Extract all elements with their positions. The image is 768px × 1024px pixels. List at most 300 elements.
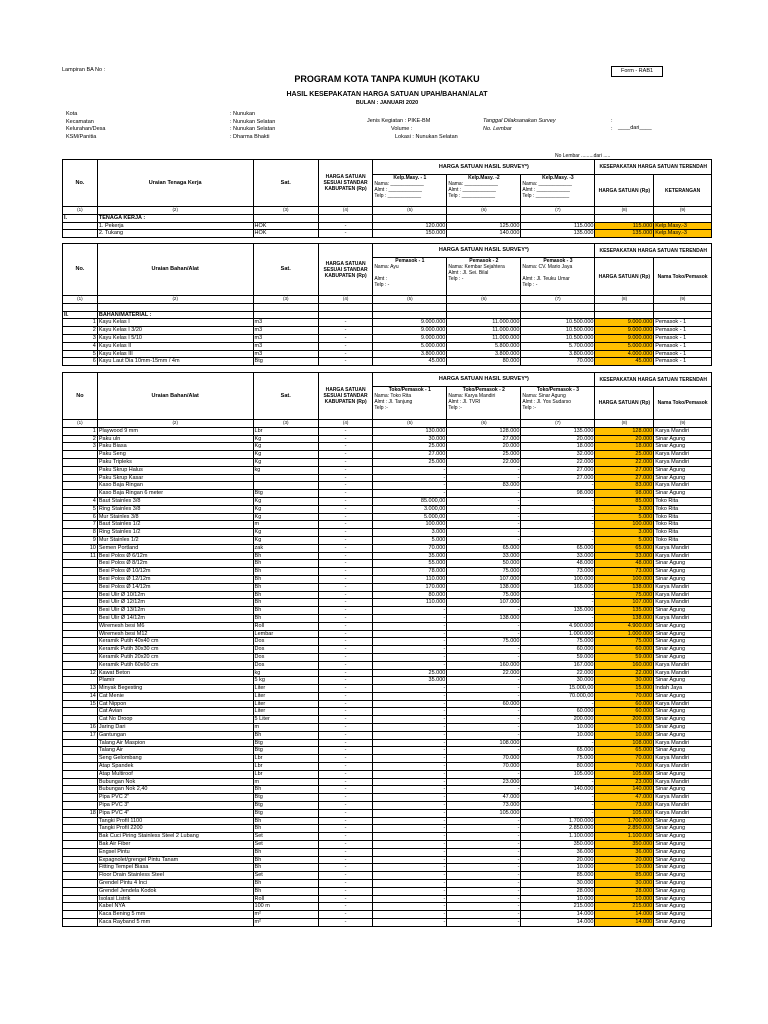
table-row xyxy=(63,327,712,335)
row-p2: 11.000.000 xyxy=(447,327,521,335)
row-keterangan: Pemasok - 1 xyxy=(654,358,712,366)
row-keterangan: Sinar Agung xyxy=(654,708,712,716)
row-p1: - xyxy=(373,474,447,482)
row-p3: 75.000 xyxy=(521,755,595,763)
row-sat: 5 kg xyxy=(253,677,318,685)
table-row xyxy=(63,622,712,630)
row-std: - xyxy=(318,513,372,521)
row-std: - xyxy=(318,536,372,544)
bulan-label: BULAN : JANUARI 2020 xyxy=(355,100,419,106)
row-p1: - xyxy=(373,755,447,763)
row-keterangan: Sinar Agung xyxy=(654,872,712,880)
row-no xyxy=(63,708,98,716)
row-p3: 1.700.000 xyxy=(521,817,595,825)
row-p2: 47.000 xyxy=(447,794,521,802)
row-std: - xyxy=(318,903,372,911)
row-std: - xyxy=(318,466,372,474)
row-harga: 98.000 xyxy=(595,490,654,498)
row-harga: 4.900.000 xyxy=(595,622,654,630)
row-p3: - xyxy=(521,599,595,607)
row-p2: 20.000 xyxy=(447,443,521,451)
row-harga: 45.000 xyxy=(595,358,654,366)
row-p3: 2.850.000 xyxy=(521,825,595,833)
table-row xyxy=(63,887,712,895)
row-keterangan: Sinar Agung xyxy=(654,490,712,498)
col-survey: HARGA SATUAN HASIL SURVEY*) xyxy=(373,244,595,258)
row-std: - xyxy=(318,786,372,794)
row-harga: 27.000 xyxy=(595,466,654,474)
row-keterangan: Sinar Agung xyxy=(654,443,712,451)
row-sat: kg xyxy=(253,466,318,474)
row-p3: - xyxy=(521,802,595,810)
row-no xyxy=(63,653,98,661)
row-p3: 98.000 xyxy=(521,490,595,498)
row-sat: 5 Liter xyxy=(253,716,318,724)
row-p1: - xyxy=(373,482,447,490)
row-keterangan: Karya Mandiri xyxy=(654,802,712,810)
row-harga: 36.000 xyxy=(595,848,654,856)
row-keterangan: Toko Rita xyxy=(654,536,712,544)
row-sat: HOK xyxy=(253,222,318,230)
row-p2: 75.000 xyxy=(447,568,521,576)
table-row xyxy=(63,614,712,622)
row-uraian: Minyak Begesting xyxy=(97,685,253,693)
row-keterangan: Sinar Agung xyxy=(654,560,712,568)
row-keterangan: Karya Mandiri xyxy=(654,739,712,747)
row-sat: m xyxy=(253,521,318,529)
row-keterangan: Sinar Agung xyxy=(654,692,712,700)
row-p3: 14.000 xyxy=(521,911,595,919)
row-no xyxy=(63,638,98,646)
row-harga: 85.000 xyxy=(595,497,654,505)
row-uraian: Paku Seng xyxy=(97,451,253,459)
row-std: - xyxy=(318,809,372,817)
col-keterangan: KETERANGAN xyxy=(654,175,712,207)
row-p1: - xyxy=(373,747,447,755)
row-std: - xyxy=(318,358,372,366)
row-keterangan: Sinar Agung xyxy=(654,653,712,661)
row-p3: - xyxy=(521,482,595,490)
row-p1: 45.000 xyxy=(373,358,447,366)
col-std: HARGA SATUAN SESUAI STANDAR KABUPATEN (Rp) xyxy=(318,373,372,420)
row-p2: - xyxy=(447,747,521,755)
col-sat: Sat. xyxy=(253,373,318,420)
row-p1: - xyxy=(373,692,447,700)
row-p3: - xyxy=(521,614,595,622)
table-row xyxy=(63,700,712,708)
row-keterangan: Sinar Agung xyxy=(654,677,712,685)
row-harga: 30.000 xyxy=(595,677,654,685)
row-sat: Kg xyxy=(253,451,318,459)
row-p1: - xyxy=(373,653,447,661)
row-uraian: Besi Ulir Ø 12/12m xyxy=(97,599,253,607)
row-std: - xyxy=(318,817,372,825)
row-sat: Btg xyxy=(253,747,318,755)
bahan-kayu-table xyxy=(62,243,712,366)
row-sat: Roll xyxy=(253,622,318,630)
row-uraian: Semen Portland xyxy=(97,544,253,552)
row-std: - xyxy=(318,505,372,513)
row-uraian: Isolasi Listrik xyxy=(97,895,253,903)
row-uraian: Cat Menie xyxy=(97,692,253,700)
col-std: HARGA SATUAN SESUAI STANDAR KABUPATEN (Rp) xyxy=(318,160,372,207)
row-keterangan: Pemasok - 1 xyxy=(654,350,712,358)
row-p3: 15.000,00 xyxy=(521,685,595,693)
row-p2: - xyxy=(447,646,521,654)
row-std: - xyxy=(318,350,372,358)
row-p3: 22.000 xyxy=(521,669,595,677)
row-uraian: Talang Air xyxy=(97,747,253,755)
row-keterangan: Sinar Agung xyxy=(654,622,712,630)
info-labels: Kota Kecamatan Kelurahan/Desa KSM/Panitia xyxy=(66,111,106,140)
row-sat: Bh xyxy=(253,614,318,622)
row-p2: - xyxy=(447,848,521,856)
row-uraian: Paku Skrup Kasar xyxy=(97,474,253,482)
row-p1: 130.000 xyxy=(373,427,447,435)
row-std: - xyxy=(318,529,372,537)
row-p2: 60.000 xyxy=(447,700,521,708)
row-harga: 200.000 xyxy=(595,716,654,724)
row-p3: - xyxy=(521,809,595,817)
table-row xyxy=(63,833,712,841)
row-std: - xyxy=(318,685,372,693)
row-sat: m3 xyxy=(253,334,318,342)
row-p2: - xyxy=(447,490,521,498)
row-sat: m xyxy=(253,778,318,786)
row-p1: 9.000.000 xyxy=(373,327,447,335)
row-uraian: Ring Stainles 3/8 xyxy=(97,505,253,513)
row-sat: Lbr xyxy=(253,763,318,771)
row-p3: 5.700.000 xyxy=(521,342,595,350)
row-sat: Bh xyxy=(253,786,318,794)
page-subtitle: HASIL KESEPAKATAN HARGA SATUAN UPAH/BAHAN/ALAT xyxy=(286,91,488,98)
row-no: 8 xyxy=(63,529,98,537)
row-no xyxy=(63,222,98,230)
row-p3: 1.100.000 xyxy=(521,833,595,841)
table-row xyxy=(63,747,712,755)
row-p1: 35.000 xyxy=(373,552,447,560)
row-p2: - xyxy=(447,841,521,849)
row-sat: Kg xyxy=(253,435,318,443)
row-harga: 65.000 xyxy=(595,544,654,552)
row-std: - xyxy=(318,334,372,342)
row-p2: - xyxy=(447,903,521,911)
row-uraian: Kayu Kelas III xyxy=(97,350,253,358)
row-no xyxy=(63,919,98,927)
column-numbers: (1) (2) (3) (4) (5) (6) (7) (8) (9) xyxy=(63,420,712,428)
row-harga: 135.000 xyxy=(595,607,654,615)
row-no: 18 xyxy=(63,809,98,817)
row-p3: 73.000 xyxy=(521,568,595,576)
row-p3: 59.000 xyxy=(521,653,595,661)
row-p2: 11.000.000 xyxy=(447,334,521,342)
row-uraian: 2. Tukang xyxy=(97,230,253,238)
row-keterangan: Sinar Agung xyxy=(654,747,712,755)
table-row xyxy=(63,544,712,552)
row-harga: 105.000 xyxy=(595,770,654,778)
row-harga: 27.000 xyxy=(595,474,654,482)
row-p1: 100.000 xyxy=(373,521,447,529)
row-std: - xyxy=(318,848,372,856)
table-row xyxy=(63,755,712,763)
row-p2: 107.000 xyxy=(447,575,521,583)
row-p2: - xyxy=(447,505,521,513)
table-row xyxy=(63,770,712,778)
row-std: - xyxy=(318,677,372,685)
pemasok2: Pemasok - 2 Nama: Kembar Sejahtera Almt : Jl. Sei. Bilal Telp : - xyxy=(447,258,521,296)
row-p2: - xyxy=(447,872,521,880)
row-keterangan: Karya Mandiri xyxy=(654,599,712,607)
row-p1: - xyxy=(373,887,447,895)
row-sat: Dos xyxy=(253,653,318,661)
row-std: - xyxy=(318,700,372,708)
row-p1: - xyxy=(373,817,447,825)
row-p3: - xyxy=(521,794,595,802)
row-uraian: Kayu Kelas I 3/20 xyxy=(97,327,253,335)
row-p1: - xyxy=(373,794,447,802)
row-p3: 65.000 xyxy=(521,544,595,552)
row-sat: Bh xyxy=(253,848,318,856)
bahan-alat-table xyxy=(62,372,712,927)
table-row xyxy=(63,856,712,864)
row-sat: Bh xyxy=(253,607,318,615)
row-harga: 20.000 xyxy=(595,856,654,864)
col-sat: Sat. xyxy=(253,160,318,207)
row-sat: Bh xyxy=(253,591,318,599)
table-row xyxy=(63,630,712,638)
toko3: Toko/Pemasok - 3 Nama: Sinar Agung Almt : Jl. Yos Sudarso Telp :- xyxy=(521,387,595,420)
row-uraian: Mur Stainles 3/8 xyxy=(97,513,253,521)
row-sat: m² xyxy=(253,919,318,927)
row-std: - xyxy=(318,458,372,466)
row-std: - xyxy=(318,591,372,599)
row-no xyxy=(63,230,98,238)
row-p3: 60.000 xyxy=(521,708,595,716)
row-uraian: Besi Ulir Ø 10/12m xyxy=(97,591,253,599)
col-no: No. xyxy=(63,160,98,207)
row-p3: 27.000 xyxy=(521,466,595,474)
row-p2: - xyxy=(447,716,521,724)
row-p1: - xyxy=(373,607,447,615)
row-std: - xyxy=(318,919,372,927)
row-std: - xyxy=(318,708,372,716)
row-sat: Bh xyxy=(253,731,318,739)
col-no: No. xyxy=(63,244,98,296)
row-p3: 27.000 xyxy=(521,474,595,482)
row-uraian: Fitting Tempel Biasa xyxy=(97,864,253,872)
row-uraian: Wiremesh besi M6 xyxy=(97,622,253,630)
row-std: - xyxy=(318,319,372,327)
row-p1: - xyxy=(373,856,447,864)
row-p1: - xyxy=(373,809,447,817)
row-p3: 20.000 xyxy=(521,856,595,864)
row-p1: - xyxy=(373,731,447,739)
row-keterangan: Sinar Agung xyxy=(654,575,712,583)
row-sat: Kg xyxy=(253,536,318,544)
row-no xyxy=(63,482,98,490)
toko1: Toko/Pemasok - 1 Nama: Toko Rita Almt : Jl. Tanjung Telp :- xyxy=(373,387,447,420)
row-sat: Bh xyxy=(253,575,318,583)
row-uraian: Bubungan Nok 2,40 xyxy=(97,786,253,794)
row-p3: 18.000 xyxy=(521,443,595,451)
row-uraian: Besi Ulir Ø 14/12m xyxy=(97,614,253,622)
row-harga: 5.000.000 xyxy=(595,342,654,350)
row-harga: 25.000 xyxy=(595,451,654,459)
row-std: - xyxy=(318,482,372,490)
col-survey: HARGA SATUAN HASIL SURVEY*) xyxy=(373,160,595,175)
row-no xyxy=(63,490,98,498)
jenis-kegiatan: Jenis Kegiatan : PIKE-BM xyxy=(367,118,431,124)
table-row xyxy=(63,505,712,513)
row-std: - xyxy=(318,692,372,700)
row-p3: - xyxy=(521,778,595,786)
table-row xyxy=(63,825,712,833)
row-p2: 140.000 xyxy=(447,230,521,238)
table-row xyxy=(63,583,712,591)
row-std: - xyxy=(318,763,372,771)
row-std: - xyxy=(318,872,372,880)
row-sat: Btg xyxy=(253,794,318,802)
row-no: 17 xyxy=(63,731,98,739)
row-keterangan: Karya Mandiri xyxy=(654,809,712,817)
row-sat: Set xyxy=(253,841,318,849)
row-harga: 1.100.000 xyxy=(595,833,654,841)
row-harga: 100.000 xyxy=(595,575,654,583)
row-keterangan: Sinar Agung xyxy=(654,770,712,778)
row-uraian: Tangki Profil 1100 xyxy=(97,817,253,825)
table-row xyxy=(63,560,712,568)
table-row xyxy=(63,350,712,358)
row-p2: 83.000 xyxy=(447,482,521,490)
row-p1: 55.000 xyxy=(373,560,447,568)
row-sat: Bh xyxy=(253,887,318,895)
row-keterangan: Sinar Agung xyxy=(654,630,712,638)
row-no xyxy=(63,794,98,802)
table-row xyxy=(63,864,712,872)
row-p3: 36.000 xyxy=(521,848,595,856)
table-row xyxy=(63,529,712,537)
table-row xyxy=(63,817,712,825)
row-std: - xyxy=(318,833,372,841)
row-p1: - xyxy=(373,848,447,856)
row-std: - xyxy=(318,490,372,498)
row-p2: 25.000 xyxy=(447,451,521,459)
row-p1: - xyxy=(373,466,447,474)
table-row xyxy=(63,646,712,654)
form-code: Form - RAB1 xyxy=(611,66,663,77)
row-p1: 9.000.000 xyxy=(373,319,447,327)
row-no: 7 xyxy=(63,521,98,529)
row-p1: 25.000 xyxy=(373,443,447,451)
row-sat: Bh xyxy=(253,825,318,833)
row-keterangan: Karya Mandiri xyxy=(654,755,712,763)
row-no xyxy=(63,817,98,825)
row-keterangan: Karya Mandiri xyxy=(654,544,712,552)
row-uraian: Kaca Bening 5 mm xyxy=(97,911,253,919)
row-sat: Set xyxy=(253,872,318,880)
row-p3: 48.000 xyxy=(521,560,595,568)
row-harga: 70.000 xyxy=(595,755,654,763)
row-harga: 135.000 xyxy=(595,230,654,238)
table-row xyxy=(63,230,712,238)
col-sat: Sat. xyxy=(253,244,318,296)
row-p3: 4.900.000 xyxy=(521,622,595,630)
table-row xyxy=(63,880,712,888)
tanggal-label: Tanggal Dilaksanakan Survey xyxy=(483,118,556,124)
row-std: - xyxy=(318,222,372,230)
row-uraian: Besi Polos Ø 10/12m xyxy=(97,568,253,576)
row-p3: 10.500.000 xyxy=(521,334,595,342)
row-harga: 83.000 xyxy=(595,482,654,490)
row-keterangan: Sinar Agung xyxy=(654,435,712,443)
row-harga: 18.000 xyxy=(595,443,654,451)
row-p3: 80.000 xyxy=(521,763,595,771)
row-uraian: Floor Drain Stainless Steel xyxy=(97,872,253,880)
row-p3: 3.800.000 xyxy=(521,350,595,358)
table-row xyxy=(63,677,712,685)
row-p1: - xyxy=(373,802,447,810)
row-no xyxy=(63,786,98,794)
row-keterangan: Kelp.Masy.-3 xyxy=(654,230,712,238)
row-uraian: Seng Gelombang xyxy=(97,755,253,763)
row-p3: 350.000 xyxy=(521,841,595,849)
row-p1: - xyxy=(373,786,447,794)
row-keterangan: Pemasok - 1 xyxy=(654,327,712,335)
row-uraian: Bak Cuci Piring Stainless Steel 2 Lubang xyxy=(97,833,253,841)
row-uraian: Besi Ulir Ø 13/12m xyxy=(97,607,253,615)
row-sat: m3 xyxy=(253,342,318,350)
row-p1: - xyxy=(373,778,447,786)
table-row xyxy=(63,591,712,599)
row-keterangan: Karya Mandiri xyxy=(654,451,712,459)
row-no xyxy=(63,880,98,888)
row-p2: 125.000 xyxy=(447,222,521,230)
row-p1: - xyxy=(373,724,447,732)
table-row xyxy=(63,334,712,342)
toko2: Toko/Pemasok - 2 Nama: Karya Mandiri Almt : Jl. TVRI Telp :- xyxy=(447,387,521,420)
row-p1: - xyxy=(373,739,447,747)
row-p3: 135.000 xyxy=(521,230,595,238)
row-keterangan: Karya Mandiri xyxy=(654,591,712,599)
col-uraian: Uraian Bahan/Alat xyxy=(97,373,253,420)
row-p3: 215.000 xyxy=(521,903,595,911)
row-std: - xyxy=(318,770,372,778)
row-p3: 10.000 xyxy=(521,724,595,732)
row-uraian: Pipa PVC 4" xyxy=(97,809,253,817)
row-keterangan: Sinar Agung xyxy=(654,919,712,927)
row-p1: 110.000 xyxy=(373,575,447,583)
row-sat: Lbr xyxy=(253,755,318,763)
row-uraian: Grendel Pintu 4 Inci xyxy=(97,880,253,888)
row-sat: Kg xyxy=(253,443,318,451)
row-uraian: Cat Nippon xyxy=(97,700,253,708)
row-sat: m xyxy=(253,724,318,732)
row-std: - xyxy=(318,435,372,443)
row-p2: 75.000 xyxy=(447,638,521,646)
table-row xyxy=(63,841,712,849)
row-no: 2 xyxy=(63,327,98,335)
row-harga: 9.000.000 xyxy=(595,319,654,327)
row-keterangan: Toko Rita xyxy=(654,505,712,513)
row-no xyxy=(63,739,98,747)
section-row: I. TENAGA KERJA : xyxy=(63,214,712,222)
row-p2: 138.000 xyxy=(447,614,521,622)
row-std: - xyxy=(318,841,372,849)
col-nama-toko: Nama Toko/Pemasok xyxy=(654,258,712,296)
row-p2: 73.000 xyxy=(447,802,521,810)
bahan-alat-rows xyxy=(63,427,712,926)
row-harga: 9.000.000 xyxy=(595,327,654,335)
